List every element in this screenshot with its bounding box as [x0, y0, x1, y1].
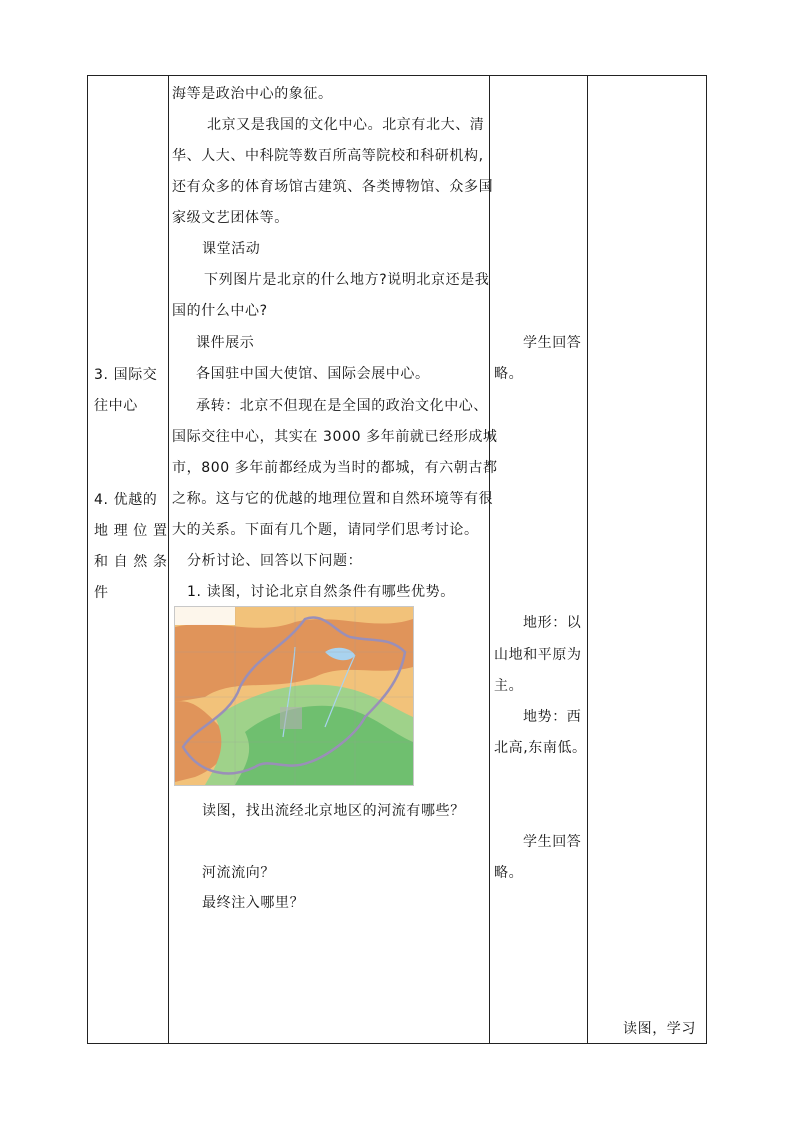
student-answer: 学生回答: [523, 834, 582, 850]
student-answer: 北高,东南低。: [494, 740, 587, 756]
paragraph-line: 国的什么中心?: [172, 303, 268, 319]
design-intent-text: 读图，学习: [623, 1021, 696, 1037]
column-divider: [168, 76, 169, 1043]
student-answer: 地势：西: [523, 709, 582, 725]
student-answer: 学生回答: [523, 335, 582, 351]
paragraph-line: 各国驻中国大使馆、国际会展中心。: [196, 366, 430, 382]
section-label: 件: [94, 585, 109, 601]
courseware-heading: 课件展示: [196, 335, 255, 351]
question-line: 读图，找出流经北京地区的河流有哪些？: [202, 803, 465, 819]
question-line: 1. 读图，讨论北京自然条件有哪些优势。: [187, 584, 455, 600]
paragraph-line: 市，800 多年前都经成为当时的都城，有六朝古都: [172, 460, 498, 476]
beijing-terrain-map: [174, 606, 414, 786]
column-divider: [489, 76, 490, 1043]
section-label: 3. 国际交: [94, 367, 158, 383]
paragraph-line: 承转：北京不但现在是全国的政治文化中心、: [196, 398, 488, 414]
section-label: 和 自 然 条: [94, 554, 168, 570]
student-answer: 主。: [494, 678, 524, 694]
paragraph-line: 海等是政治中心的象征。: [172, 86, 333, 102]
question-line: 最终注入哪里？: [202, 895, 305, 911]
question-line: 河流流向？: [202, 865, 275, 881]
paragraph-line: 大的关系。下面有几个题，请同学们思考讨论。: [172, 522, 479, 538]
student-answer: 略。: [494, 366, 524, 382]
section-label: 4. 优越的: [94, 492, 158, 508]
discussion-heading: 分析讨论、回答以下问题：: [187, 553, 363, 569]
paragraph-line: 北京又是我国的文化中心。北京有北大、清: [207, 117, 485, 133]
paragraph-line: 之称。这与它的优越的地理位置和自然环境等有很: [172, 491, 494, 507]
paragraph-line: 国际交往中心，其实在 3000 多年前就已经形成城: [172, 429, 498, 445]
paragraph-line: 家级文艺团体等。: [172, 210, 289, 226]
student-answer: 地形：以: [523, 615, 582, 631]
terrain-map-drawing: [175, 607, 413, 785]
student-answer: 山地和平原为: [494, 647, 582, 663]
section-label: 往中心: [94, 398, 138, 414]
student-answer: 略。: [494, 865, 524, 881]
paragraph-line: 下列图片是北京的什么地方?说明北京还是我: [204, 272, 490, 288]
activity-heading: 课堂活动: [202, 241, 261, 257]
paragraph-line: 华、人大、中科院等数百所高等院校和科研机构,: [172, 148, 484, 164]
paragraph-line: 还有众多的体育场馆古建筑、各类博物馆、众多国: [172, 179, 494, 195]
section-label: 地 理 位 置: [94, 523, 168, 539]
column-divider: [587, 76, 588, 1043]
